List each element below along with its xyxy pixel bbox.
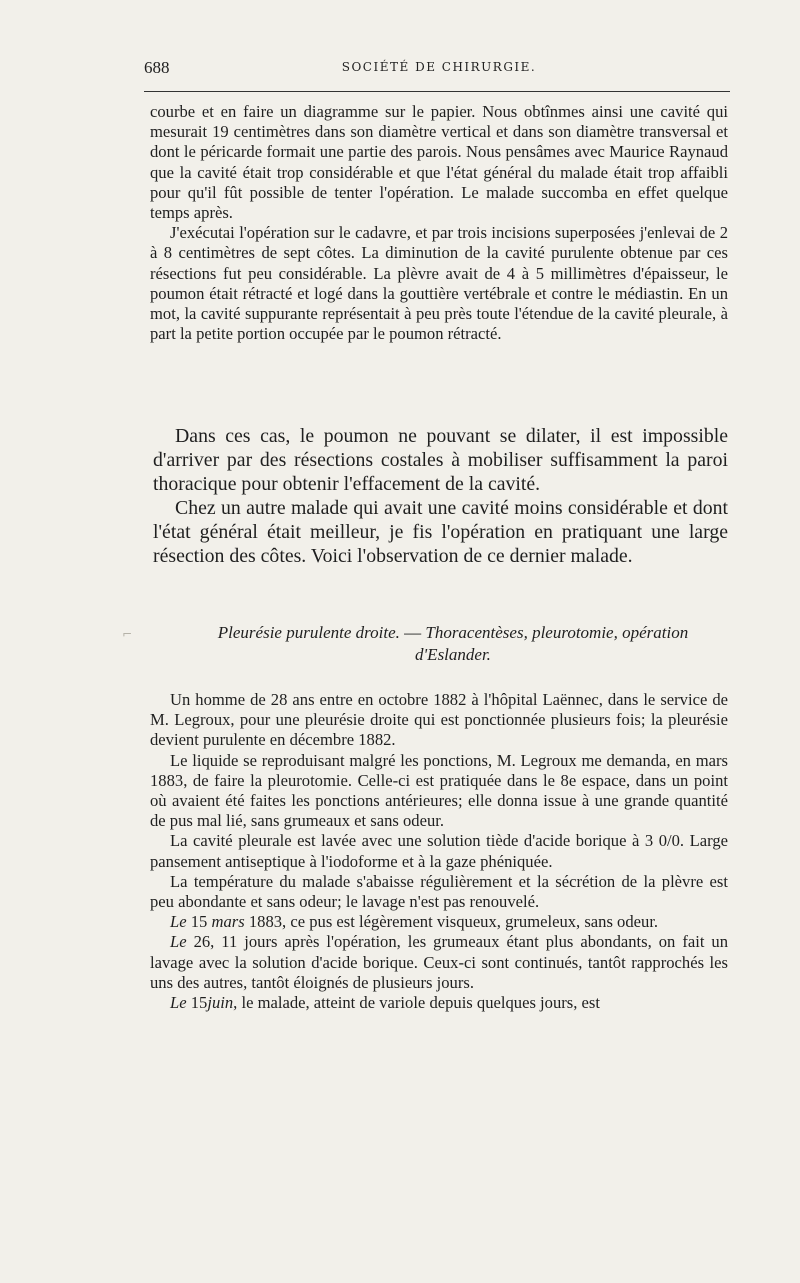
section-title-line-2: d'Eslander.: [415, 645, 491, 664]
paragraph-lead: Le: [170, 932, 187, 952]
page-number: 688: [144, 58, 170, 77]
margin-pencil-mark: ⌐: [122, 627, 133, 641]
paragraph: La cavité pleurale est lavée avec une solution tiède d'acide borique à 3 0/0. Large pansement antiseptique à l'iodoforme et à la gaze phéniquée.: [150, 831, 728, 871]
paragraph: La température du malade s'abaisse régulièrement et la sécrétion de la plèvre est peu abondante et sans odeur; le lavage n'est pas renouvelé.: [150, 871, 728, 912]
paragraph: Dans ces cas, le poumon ne pouvant se dilater, il est impossible d'arriver par des résections costales à mobiliser suffisamment la paroi thoracique pour obtenir l'effacement de la cavité.: [153, 425, 728, 495]
section-title-part-1: Pleurésie purulente droite.: [217, 623, 400, 642]
paragraph: Chez un autre malade qui avait une cavité moins considérable et dont l'état général était meilleur, je fis l'opération en pratiquant une large résection des côtes. Voici l'observation de ce dernier malade.: [153, 496, 728, 567]
date-month: juin: [207, 993, 234, 1013]
section-title-dash: —: [404, 623, 422, 642]
paragraph: [150, 932, 728, 993]
section-title-part-2: Thoracentèses, pleurotomie, opération: [425, 623, 689, 642]
paragraph-text: 26, 11 jours après l'opération, les grumeaux étant plus abondants, on fait un lavage avec la solution d'acide borique. Ceux-ci sont continués, tantôt rapprochés les uns des autres, tantôt éloignés de plusieurs jours.: [150, 932, 728, 992]
page-header: [144, 58, 728, 80]
paragraph: [150, 912, 728, 932]
date-day: 15: [190, 912, 208, 932]
paragraph-lead: Le: [170, 912, 187, 932]
paragraph-text: , le malade, atteint de variole depuis quelques jours, est: [233, 993, 600, 1013]
paragraph-text: 1883, ce pus est légèrement visqueux, grumeleux, sans odeur.: [248, 912, 659, 932]
header-rule: [144, 91, 730, 92]
paragraph-block-2: [153, 425, 728, 568]
paragraph: courbe et en faire un diagramme sur le papier. Nous obtînmes ainsi une cavité qui mesurait 19 centimètres dans son diamètre vertical et dans son diamètre transversal et dont le péricarde formait une partie des parois. Nous pensâmes avec Maurice Raynaud que la cavité était trop considérable et que l'état général du malade était trop affaibli pour qu'il fût possible de tenter l'opération. Le malade succomba en effet quelque temps après.: [150, 102, 728, 223]
paragraph: [150, 993, 728, 1013]
section-title: [150, 622, 728, 666]
paragraph: J'exécutai l'opération sur le cadavre, et par trois incisions superposées j'enlevai de 2 à 8 centimètres de sept côtes. La diminution de la cavité purulente obtenue par ces résections fut peu considérable. La plèvre avait de 4 à 5 millimètres d'épaisseur, le poumon était rétracté et logé dans la gouttière vertébrale et contre le médiastin. En un mot, la cavité suppurante représentait à peu près toute l'étendue de la cavité pleurale, à part la petite portion occupée par le poumon rétracté.: [150, 223, 728, 344]
paragraph-block-3: [150, 690, 728, 1013]
date-month: mars: [211, 912, 245, 932]
running-head: SOCIÉTÉ DE CHIRURGIE.: [341, 60, 537, 74]
paragraph-block-1: [150, 102, 728, 344]
paragraph: Un homme de 28 ans entre en octobre 1882 à l'hôpital Laënnec, dans le service de M. Legroux, pour une pleurésie droite qui est ponctionnée plusieurs fois; la pleurésie devient purulente en décembre 1882.: [150, 690, 728, 750]
date-day: 15: [190, 993, 208, 1013]
paragraph: Le liquide se reproduisant malgré les ponctions, M. Legroux me demanda, en mars 1883, de faire la pleurotomie. Celle-ci est pratiquée dans le 8e espace, dans un point où avaient été faites les ponctions antérieures; elle donna issue à une grande quantité de pus mal lié, sans grumeaux et sans odeur.: [150, 750, 728, 831]
paragraph-lead: Le: [170, 993, 187, 1013]
